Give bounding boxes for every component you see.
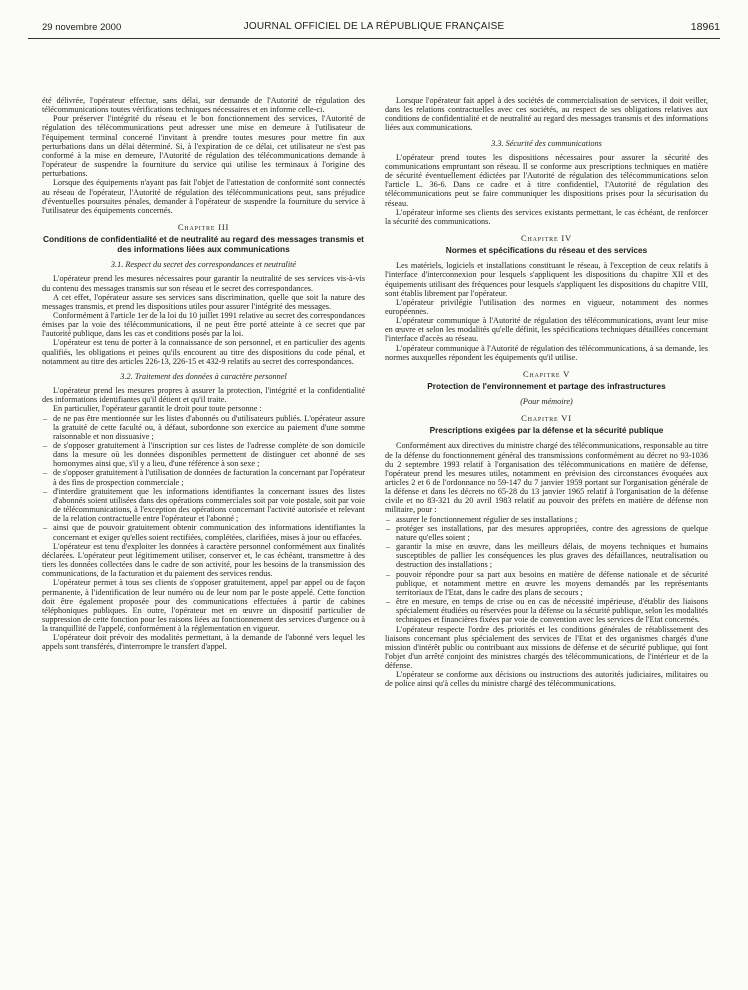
list-item: – protéger ses installations, par des mesures appropriées, contre des agressions de quelque nature qu'elles soient ;: [385, 524, 708, 542]
chapter-heading: Chapitre IV: [521, 233, 572, 244]
paragraph: Pour préserver l'intégrité du réseau et le bon fonctionnement des services, l'Autorité de régulation des télécommunications peut adresser une mise en demeure à l'utilisateur de l'équipement terminal concerné l'invitant à prendre toutes mesures pour mettre fin aux perturbations dans un délai déterminé. Si, à l'expiration de ce délai, cet utilisateur ne s'est pas conformé à la mise en demeure, l'Autorité de régulation des télécommunications demande à l'opérateur de suspendre la fourniture du service qui utilise les terminaux à l'origine des perturbations.: [42, 114, 365, 179]
paragraph: Les matériels, logiciels et installations constituant le réseau, à l'exception de ceux relatifs à l'interface d'interconnexion pour lesquels s'appliquent les dispositions du chapitre XII et des équipements utilisant des fréquences pour lesquels s'appliquent les dispositions du chapitre VIII, sont établis librement par l'opérateur.: [385, 261, 708, 298]
paragraph: Lorsque l'opérateur fait appel à des sociétés de commercialisation de services, il doit veiller, dans les relations contractuelles avec ces sociétés, au respect de ses obligations relatives aux conditions de confidentialité et de neutralité au regard des messages transmis et des informations liées aux communications.: [385, 96, 708, 133]
chapter-title: Conditions de confidentialité et de neutralité au regard des messages transmis et des informations liées aux communications: [43, 234, 364, 255]
section-heading: 3.2. Traitement des données à caractère personnel: [120, 371, 287, 381]
page-number: 18961: [690, 21, 720, 33]
paragraph: L'opérateur est tenu d'exploiter les données à caractère personnel conformément aux finalités déclarées. L'opérateur peut légitimement utiliser, conserver et, le cas échéant, transmettre à des tiers les données collectées dans le cadre de son activité, pour les besoins de la transmission des communications, de la facturation et du paiement des services rendus.: [42, 541, 365, 579]
paragraph: Conformément aux directives du ministre chargé des télécommunications, responsable au titre de la défense du fonctionnement général des transmissions conformément au décret no 93-1036 du 2 septembre 1993 relatif à l'organisation des télécommunications en matière de défense, l'opérateur prend les mesures utiles, notamment en prévision des circonstances évoquées aux articles 2 et 6 de l'ordonnance no 59-147 du 7 janvier 1959 portant sur l'organisation générale de la défense et dans les décrets no 65-28 du 13 janvier 1965 relatif à l'organisation de la défense civile et no 83-321 du 20 avril 1983 relatif au pouvoir des préfets en matière de défense non militaire, pour :: [385, 441, 708, 515]
list-item: – pouvoir répondre pour sa part aux besoins en matière de défense nationale et de sécurité publique, et notamment mettre en œuvre les moyens demandés par les représentants territoriaux de l'Etat, dans le cadre des plans de secours ;: [385, 570, 708, 597]
list-item: – de ne pas être mentionnée sur les listes d'abonnés ou d'utilisateurs publiés. L'opérateur assure la gratuité de cette faculté ou, à défaut, subordonne son exercice au paiement d'une somme raisonnable et non dissuasive ;: [42, 414, 365, 441]
section-heading: 3.1. Respect du secret des correspondances et neutralité: [110, 260, 297, 270]
paragraph: L'opérateur communique à l'Autorité de régulation des télécommunications, à sa demande, les normes auxquelles répondent les équipements qu'il utilise.: [385, 343, 708, 362]
list-item: – être en mesure, en temps de crise ou en cas de nécessité impérieuse, d'établir des liaisons spécialement étudiées ou réservées pour la défense ou la sécurité publique, selon les modalités techniques et financières fixées par voie de convention avec les services de l'Etat concernés.: [385, 597, 708, 624]
paragraph: L'opérateur informe ses clients des services existants permettant, le cas échéant, de renforcer la sécurité des communications.: [385, 207, 708, 226]
header-date: 29 novembre 2000: [42, 22, 122, 33]
paragraph: L'opérateur communique à l'Autorité de régulation des télécommunications, avant leur mise en œuvre et selon les modalités qu'elle définit, les spécifications techniques détaillées concernant l'interface d'accès au réseau.: [385, 316, 708, 344]
paragraph: L'opérateur se conforme aux décisions ou instructions des autorités judiciaires, militaires ou de police ainsi qu'à celles du ministre chargé des télécommunications.: [385, 670, 708, 689]
paragraph: L'opérateur prend toutes les dispositions nécessaires pour assurer la sécurité des communications empruntant son réseau. Il se conforme aux prescriptions techniques en matière de sécurité éventuellement édictées par l'Autorité de régulation des télécommunications selon l'article L. 36-6. Dans ce cadre et à titre confidentiel, l'Autorité de régulation des télécommunications peut se faire communiquer les dispositions prises pour la sécurisation du réseau.: [385, 152, 708, 208]
journal-title: JOURNAL OFFICIEL DE LA RÉPUBLIQUE FRANÇAISE: [243, 21, 505, 32]
chapter-title: Normes et spécifications du réseau et des services: [445, 245, 648, 256]
page-header: [28, 20, 720, 36]
paragraph: été délivrée, l'opérateur effectue, sans délai, sur demande de l'Autorité de régulation des télécommunications toutes vérifications techniques nécessaires et en informe celle-ci.: [42, 96, 365, 115]
chapter-heading: Chapitre VI: [521, 413, 572, 424]
paragraph: A cet effet, l'opérateur assure ses services sans discrimination, quelle que soit la nature des messages transmis, et prend les dispositions utiles pour assurer l'intégrité des messages.: [42, 292, 365, 311]
defense-list: [385, 515, 708, 625]
list-item: – ainsi que de pouvoir gratuitement obtenir communication des informations identifiantes la concernant et exiger qu'elles soient rectifiées, complétées, clarifiées, mises à jour ou effacées.: [42, 523, 365, 541]
paragraph: L'opérateur prend les mesures nécessaires pour garantir la neutralité de ses services vis-à-vis du contenu des messages transmis sur son réseau et le secret des correspondances.: [42, 274, 365, 293]
list-item: – assurer le fonctionnement régulier de ses installations ;: [385, 515, 708, 524]
paragraph: En particulier, l'opérateur garantit le droit pour toute personne :: [53, 404, 262, 414]
paragraph: Lorsque des équipements n'ayant pas fait l'objet de l'attestation de conformité sont connectés au réseau de l'opérateur, l'Autorité de régulation des télécommunications peut, sans préjudice d'éventuelles poursuites pénales, demander à l'opérateur de suspendre la fourniture du service à l'utilisateur des équipements concernés.: [42, 178, 365, 215]
paragraph: Conformément à l'article 1er de la loi du 10 juillet 1991 relative au secret des correspondances émises par la voie des télécommunications, il ne peut être porté atteinte à ce secret que par l'autorité publique, dans les cas et conditions posés par la loi.: [42, 310, 365, 339]
list-item: – de s'opposer gratuitement à l'inscription sur ces listes de l'adresse complète de son domicile dans la mesure où les données disponibles permettent de distinguer cet abonné de ses homonymes ainsi que, s'il y a lieu, d'une référence à son sexe ;: [42, 441, 365, 468]
paragraph: L'opérateur prend les mesures propres à assurer la protection, l'intégrité et la confidentialité des informations identifiantes qu'il détient et qu'il traite.: [42, 386, 365, 405]
chapter-title: Prescriptions exigées par la défense et la sécurité publique: [429, 425, 664, 436]
chapter-heading: Chapitre V: [522, 368, 571, 379]
list-item: – garantir la mise en œuvre, dans les meilleurs délais, de moyens techniques et humains susceptibles de pallier les conséquences les plus graves des défaillances, neutralisation ou destruction des installations ;: [385, 542, 708, 569]
rights-list: [42, 414, 365, 542]
left-column: [42, 96, 365, 652]
chapter-heading: Chapitre III: [177, 222, 230, 233]
chapter-title: Protection de l'environnement et partage des infrastructures: [427, 381, 666, 392]
paragraph: L'opérateur est tenu de porter à la connaissance de son personnel, et en particulier des agents qualifiés, les obligations et peines qu'ils encourent au titre des dispositions du code pénal, et notamment au titre des articles 226-13, 226-15 et 432-9 relatifs au secret des correspondances.: [42, 338, 365, 366]
header-rule: [28, 38, 720, 39]
memoire-note: (Pour mémoire): [520, 397, 573, 407]
list-item: – de s'opposer gratuitement à l'utilisation de données de facturation la concernant par l'opérateur à des fins de prospection commerciale ;: [42, 468, 365, 486]
section-heading: 3.3. Sécurité des communications: [491, 138, 602, 148]
paragraph: L'opérateur respecte l'ordre des priorités et les conditions générales de rétablissement des liaisons concernant plus spécialement des services de l'Etat et des organismes chargés d'une mission d'intérêt public ou contribuant aux missions de défense et de sécurité publique, qui font l'objet d'un arrêté conjoint des ministres chargés des télécommunications, de l'intérieur et de la défense.: [385, 624, 708, 671]
right-column: [385, 96, 708, 689]
paragraph: L'opérateur permet à tous ses clients de s'opposer gratuitement, appel par appel ou de façon permanente, à l'identification de leur numéro ou de leur nom par le poste appelé. Cette fonction doit être également proposée pour des communications effectuées à partir de cabines téléphoniques publiques. En outre, l'opérateur met en œuvre un dispositif particulier de suppression de cette fonction pour les raisons liées au fonctionnement des services d'urgence ou à la tranquillité de l'appelé, conformément à la réglementation en vigueur.: [42, 578, 365, 634]
paragraph: L'opérateur doit prévoir des modalités permettant, à la demande de l'abonné vers lequel les appels sont transférés, d'interrompre le transfert d'appel.: [42, 633, 365, 652]
list-item: – d'interdire gratuitement que les informations identifiantes la concernant issues des listes d'abonnés soient utilisées dans des opérations commerciales soit par voie postale, soit par voie de télécommunications, à l'exception des opérations concernant l'activité autorisée et relevant de la relation contractuelle entre l'opérateur et l'abonné ;: [42, 487, 365, 524]
paragraph: L'opérateur privilégie l'utilisation des normes en vigueur, notamment des normes européennes.: [385, 297, 708, 316]
